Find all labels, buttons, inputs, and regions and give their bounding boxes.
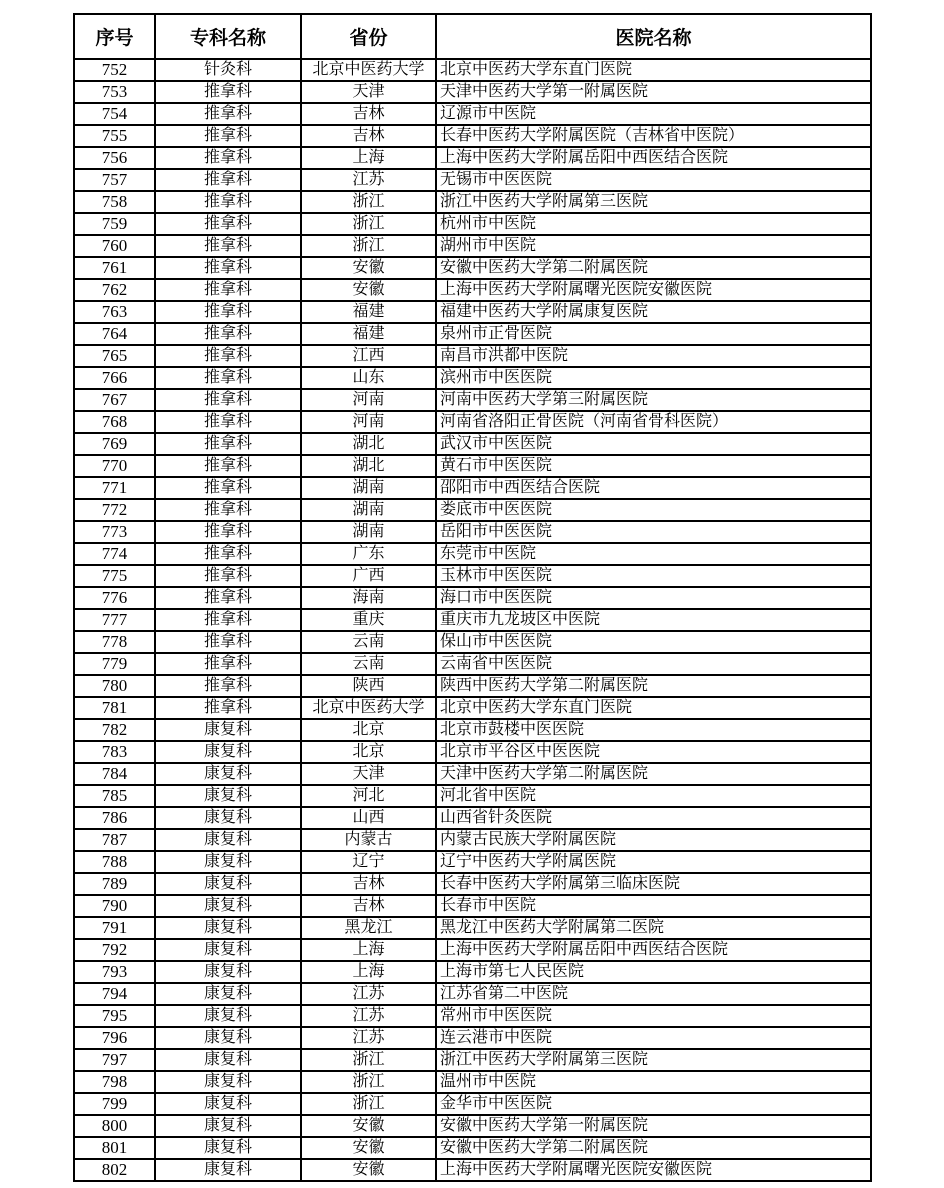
table-row <box>74 719 871 741</box>
cell-specialty: 康复科 <box>155 917 301 939</box>
cell-specialty: 推拿科 <box>155 411 301 433</box>
cell-seq: 793 <box>74 961 155 983</box>
cell-province: 吉林 <box>301 103 436 125</box>
cell-hospital: 山西省针灸医院 <box>436 807 871 829</box>
cell-hospital: 邵阳市中西医结合医院 <box>436 477 871 499</box>
cell-province: 海南 <box>301 587 436 609</box>
cell-hospital: 长春中医药大学附属医院（吉林省中医院） <box>436 125 871 147</box>
table-row <box>74 785 871 807</box>
cell-hospital: 河北省中医院 <box>436 785 871 807</box>
cell-specialty: 推拿科 <box>155 433 301 455</box>
cell-province: 山东 <box>301 367 436 389</box>
cell-seq: 796 <box>74 1027 155 1049</box>
cell-specialty: 推拿科 <box>155 455 301 477</box>
cell-specialty: 推拿科 <box>155 477 301 499</box>
cell-specialty: 康复科 <box>155 1005 301 1027</box>
cell-hospital: 上海中医药大学附属曙光医院安徽医院 <box>436 279 871 301</box>
cell-hospital: 安徽中医药大学第二附属医院 <box>436 257 871 279</box>
table-row <box>74 1159 871 1181</box>
table-row <box>74 1027 871 1049</box>
cell-hospital: 安徽中医药大学第二附属医院 <box>436 1137 871 1159</box>
cell-specialty: 康复科 <box>155 939 301 961</box>
cell-seq: 779 <box>74 653 155 675</box>
header-province: 省份 <box>301 14 436 59</box>
cell-specialty: 推拿科 <box>155 543 301 565</box>
cell-seq: 756 <box>74 147 155 169</box>
cell-seq: 797 <box>74 1049 155 1071</box>
cell-specialty: 康复科 <box>155 719 301 741</box>
cell-seq: 787 <box>74 829 155 851</box>
cell-hospital: 天津中医药大学第一附属医院 <box>436 81 871 103</box>
cell-seq: 777 <box>74 609 155 631</box>
cell-province: 河南 <box>301 411 436 433</box>
cell-hospital: 湖州市中医院 <box>436 235 871 257</box>
cell-province: 安徽 <box>301 1137 436 1159</box>
table-row <box>74 917 871 939</box>
table-row <box>74 829 871 851</box>
cell-seq: 789 <box>74 873 155 895</box>
cell-province: 江西 <box>301 345 436 367</box>
cell-seq: 772 <box>74 499 155 521</box>
cell-seq: 780 <box>74 675 155 697</box>
cell-province: 内蒙古 <box>301 829 436 851</box>
table-row <box>74 499 871 521</box>
cell-province: 广西 <box>301 565 436 587</box>
cell-hospital: 辽源市中医院 <box>436 103 871 125</box>
cell-province: 云南 <box>301 631 436 653</box>
cell-seq: 776 <box>74 587 155 609</box>
cell-hospital: 长春中医药大学附属第三临床医院 <box>436 873 871 895</box>
cell-province: 安徽 <box>301 1159 436 1181</box>
cell-seq: 755 <box>74 125 155 147</box>
table-row <box>74 59 871 81</box>
cell-province: 黑龙江 <box>301 917 436 939</box>
cell-hospital: 浙江中医药大学附属第三医院 <box>436 1049 871 1071</box>
cell-hospital: 福建中医药大学附属康复医院 <box>436 301 871 323</box>
cell-hospital: 河南省洛阳正骨医院（河南省骨科医院） <box>436 411 871 433</box>
cell-hospital: 河南中医药大学第三附属医院 <box>436 389 871 411</box>
cell-specialty: 推拿科 <box>155 257 301 279</box>
cell-specialty: 推拿科 <box>155 389 301 411</box>
cell-province: 云南 <box>301 653 436 675</box>
cell-seq: 764 <box>74 323 155 345</box>
cell-specialty: 康复科 <box>155 763 301 785</box>
table-row <box>74 191 871 213</box>
cell-hospital: 重庆市九龙坡区中医院 <box>436 609 871 631</box>
cell-specialty: 推拿科 <box>155 653 301 675</box>
cell-seq: 767 <box>74 389 155 411</box>
table-row <box>74 543 871 565</box>
table-row <box>74 697 871 719</box>
cell-province: 河南 <box>301 389 436 411</box>
cell-seq: 761 <box>74 257 155 279</box>
cell-hospital: 黄石市中医医院 <box>436 455 871 477</box>
cell-seq: 760 <box>74 235 155 257</box>
cell-seq: 790 <box>74 895 155 917</box>
cell-specialty: 推拿科 <box>155 301 301 323</box>
header-hospital: 医院名称 <box>436 14 871 59</box>
table-row <box>74 521 871 543</box>
cell-specialty: 推拿科 <box>155 521 301 543</box>
table-row <box>74 1093 871 1115</box>
cell-specialty: 康复科 <box>155 741 301 763</box>
cell-province: 上海 <box>301 147 436 169</box>
table-row <box>74 235 871 257</box>
cell-hospital: 无锡市中医医院 <box>436 169 871 191</box>
cell-province: 浙江 <box>301 1049 436 1071</box>
table-row <box>74 961 871 983</box>
cell-seq: 769 <box>74 433 155 455</box>
table-row <box>74 939 871 961</box>
cell-seq: 800 <box>74 1115 155 1137</box>
cell-province: 北京中医药大学 <box>301 59 436 81</box>
cell-specialty: 推拿科 <box>155 675 301 697</box>
cell-seq: 798 <box>74 1071 155 1093</box>
table-row <box>74 763 871 785</box>
cell-specialty: 康复科 <box>155 1137 301 1159</box>
cell-hospital: 北京中医药大学东直门医院 <box>436 697 871 719</box>
cell-hospital: 海口市中医医院 <box>436 587 871 609</box>
cell-specialty: 推拿科 <box>155 631 301 653</box>
cell-specialty: 推拿科 <box>155 169 301 191</box>
cell-seq: 784 <box>74 763 155 785</box>
cell-hospital: 上海市第七人民医院 <box>436 961 871 983</box>
table-row <box>74 257 871 279</box>
cell-seq: 758 <box>74 191 155 213</box>
cell-specialty: 康复科 <box>155 895 301 917</box>
cell-province: 陕西 <box>301 675 436 697</box>
cell-province: 浙江 <box>301 1071 436 1093</box>
cell-specialty: 推拿科 <box>155 125 301 147</box>
cell-specialty: 推拿科 <box>155 587 301 609</box>
table-row <box>74 125 871 147</box>
table-row <box>74 367 871 389</box>
cell-province: 湖北 <box>301 455 436 477</box>
cell-province: 安徽 <box>301 257 436 279</box>
cell-hospital: 温州市中医院 <box>436 1071 871 1093</box>
cell-province: 江苏 <box>301 169 436 191</box>
cell-province: 安徽 <box>301 1115 436 1137</box>
cell-seq: 785 <box>74 785 155 807</box>
table-row <box>74 301 871 323</box>
cell-seq: 765 <box>74 345 155 367</box>
cell-hospital: 江苏省第二中医院 <box>436 983 871 1005</box>
cell-specialty: 康复科 <box>155 961 301 983</box>
cell-hospital: 北京市平谷区中医医院 <box>436 741 871 763</box>
table-row <box>74 323 871 345</box>
cell-seq: 781 <box>74 697 155 719</box>
table-row <box>74 389 871 411</box>
table-row <box>74 279 871 301</box>
header-specialty: 专科名称 <box>155 14 301 59</box>
cell-province: 湖南 <box>301 477 436 499</box>
cell-province: 福建 <box>301 323 436 345</box>
cell-hospital: 天津中医药大学第二附属医院 <box>436 763 871 785</box>
cell-hospital: 娄底市中医医院 <box>436 499 871 521</box>
cell-hospital: 黑龙江中医药大学附属第二医院 <box>436 917 871 939</box>
table-row <box>74 653 871 675</box>
cell-specialty: 推拿科 <box>155 147 301 169</box>
cell-seq: 794 <box>74 983 155 1005</box>
cell-hospital: 岳阳市中医医院 <box>436 521 871 543</box>
cell-specialty: 针灸科 <box>155 59 301 81</box>
cell-province: 北京 <box>301 719 436 741</box>
cell-specialty: 康复科 <box>155 785 301 807</box>
cell-specialty: 推拿科 <box>155 565 301 587</box>
cell-hospital: 上海中医药大学附属曙光医院安徽医院 <box>436 1159 871 1181</box>
cell-specialty: 康复科 <box>155 829 301 851</box>
cell-province: 吉林 <box>301 873 436 895</box>
table-row <box>74 345 871 367</box>
cell-hospital: 南昌市洪都中医院 <box>436 345 871 367</box>
table-row <box>74 741 871 763</box>
cell-seq: 778 <box>74 631 155 653</box>
cell-hospital: 武汉市中医医院 <box>436 433 871 455</box>
cell-specialty: 推拿科 <box>155 697 301 719</box>
cell-seq: 782 <box>74 719 155 741</box>
cell-province: 吉林 <box>301 125 436 147</box>
cell-province: 北京中医药大学 <box>301 697 436 719</box>
cell-seq: 754 <box>74 103 155 125</box>
table-row <box>74 1115 871 1137</box>
table-row <box>74 169 871 191</box>
table-row <box>74 851 871 873</box>
cell-specialty: 推拿科 <box>155 81 301 103</box>
cell-hospital: 东莞市中医院 <box>436 543 871 565</box>
table-body <box>74 59 871 1181</box>
cell-province: 湖北 <box>301 433 436 455</box>
cell-province: 上海 <box>301 939 436 961</box>
cell-province: 天津 <box>301 81 436 103</box>
cell-hospital: 北京市鼓楼中医医院 <box>436 719 871 741</box>
cell-hospital: 浙江中医药大学附属第三医院 <box>436 191 871 213</box>
cell-specialty: 推拿科 <box>155 345 301 367</box>
table-row <box>74 675 871 697</box>
cell-seq: 766 <box>74 367 155 389</box>
cell-specialty: 推拿科 <box>155 279 301 301</box>
cell-specialty: 康复科 <box>155 1115 301 1137</box>
cell-specialty: 康复科 <box>155 873 301 895</box>
cell-specialty: 康复科 <box>155 1071 301 1093</box>
cell-hospital: 连云港市中医院 <box>436 1027 871 1049</box>
cell-seq: 792 <box>74 939 155 961</box>
cell-hospital: 玉林市中医医院 <box>436 565 871 587</box>
cell-province: 江苏 <box>301 1027 436 1049</box>
cell-province: 湖南 <box>301 499 436 521</box>
table-row <box>74 411 871 433</box>
cell-province: 湖南 <box>301 521 436 543</box>
cell-hospital: 辽宁中医药大学附属医院 <box>436 851 871 873</box>
cell-province: 吉林 <box>301 895 436 917</box>
cell-province: 福建 <box>301 301 436 323</box>
cell-seq: 753 <box>74 81 155 103</box>
cell-hospital: 陕西中医药大学第二附属医院 <box>436 675 871 697</box>
table-row <box>74 983 871 1005</box>
cell-hospital: 上海中医药大学附属岳阳中西医结合医院 <box>436 939 871 961</box>
cell-seq: 775 <box>74 565 155 587</box>
cell-province: 江苏 <box>301 1005 436 1027</box>
cell-hospital: 上海中医药大学附属岳阳中西医结合医院 <box>436 147 871 169</box>
cell-specialty: 康复科 <box>155 851 301 873</box>
cell-seq: 770 <box>74 455 155 477</box>
cell-hospital: 泉州市正骨医院 <box>436 323 871 345</box>
cell-specialty: 推拿科 <box>155 103 301 125</box>
cell-specialty: 推拿科 <box>155 191 301 213</box>
cell-seq: 774 <box>74 543 155 565</box>
cell-hospital: 保山市中医医院 <box>436 631 871 653</box>
cell-seq: 786 <box>74 807 155 829</box>
cell-province: 北京 <box>301 741 436 763</box>
cell-hospital: 金华市中医医院 <box>436 1093 871 1115</box>
cell-seq: 757 <box>74 169 155 191</box>
table-row <box>74 1049 871 1071</box>
cell-hospital: 杭州市中医院 <box>436 213 871 235</box>
cell-province: 浙江 <box>301 191 436 213</box>
table-row <box>74 565 871 587</box>
cell-seq: 783 <box>74 741 155 763</box>
table-row <box>74 807 871 829</box>
cell-specialty: 康复科 <box>155 983 301 1005</box>
cell-seq: 752 <box>74 59 155 81</box>
cell-seq: 771 <box>74 477 155 499</box>
cell-seq: 762 <box>74 279 155 301</box>
cell-province: 江苏 <box>301 983 436 1005</box>
table-row <box>74 631 871 653</box>
table-row <box>74 103 871 125</box>
cell-specialty: 康复科 <box>155 1093 301 1115</box>
cell-specialty: 推拿科 <box>155 235 301 257</box>
cell-specialty: 康复科 <box>155 807 301 829</box>
cell-seq: 801 <box>74 1137 155 1159</box>
cell-province: 浙江 <box>301 1093 436 1115</box>
cell-province: 上海 <box>301 961 436 983</box>
table-row <box>74 1137 871 1159</box>
cell-province: 浙江 <box>301 235 436 257</box>
table-row <box>74 609 871 631</box>
cell-specialty: 推拿科 <box>155 609 301 631</box>
cell-seq: 763 <box>74 301 155 323</box>
cell-specialty: 推拿科 <box>155 499 301 521</box>
cell-hospital: 安徽中医药大学第一附属医院 <box>436 1115 871 1137</box>
cell-seq: 795 <box>74 1005 155 1027</box>
cell-seq: 799 <box>74 1093 155 1115</box>
header-seq: 序号 <box>74 14 155 59</box>
cell-province: 河北 <box>301 785 436 807</box>
table-row <box>74 455 871 477</box>
table-row <box>74 81 871 103</box>
table-row <box>74 1005 871 1027</box>
table-row <box>74 213 871 235</box>
cell-specialty: 康复科 <box>155 1049 301 1071</box>
cell-province: 辽宁 <box>301 851 436 873</box>
hospital-table <box>73 13 872 1182</box>
table-row <box>74 873 871 895</box>
table-row <box>74 477 871 499</box>
cell-province: 山西 <box>301 807 436 829</box>
cell-province: 重庆 <box>301 609 436 631</box>
cell-seq: 788 <box>74 851 155 873</box>
cell-seq: 759 <box>74 213 155 235</box>
cell-province: 广东 <box>301 543 436 565</box>
cell-seq: 802 <box>74 1159 155 1181</box>
table-row <box>74 587 871 609</box>
cell-province: 浙江 <box>301 213 436 235</box>
cell-specialty: 康复科 <box>155 1027 301 1049</box>
cell-hospital: 滨州市中医医院 <box>436 367 871 389</box>
cell-specialty: 推拿科 <box>155 323 301 345</box>
cell-specialty: 推拿科 <box>155 367 301 389</box>
table-row <box>74 1071 871 1093</box>
cell-hospital: 长春市中医院 <box>436 895 871 917</box>
cell-seq: 773 <box>74 521 155 543</box>
cell-hospital: 云南省中医医院 <box>436 653 871 675</box>
cell-seq: 768 <box>74 411 155 433</box>
cell-hospital: 北京中医药大学东直门医院 <box>436 59 871 81</box>
table-row <box>74 147 871 169</box>
cell-specialty: 康复科 <box>155 1159 301 1181</box>
table-row <box>74 895 871 917</box>
header-row <box>74 14 871 59</box>
cell-specialty: 推拿科 <box>155 213 301 235</box>
cell-hospital: 内蒙古民族大学附属医院 <box>436 829 871 851</box>
cell-hospital: 常州市中医医院 <box>436 1005 871 1027</box>
cell-seq: 791 <box>74 917 155 939</box>
table-row <box>74 433 871 455</box>
cell-province: 安徽 <box>301 279 436 301</box>
cell-province: 天津 <box>301 763 436 785</box>
